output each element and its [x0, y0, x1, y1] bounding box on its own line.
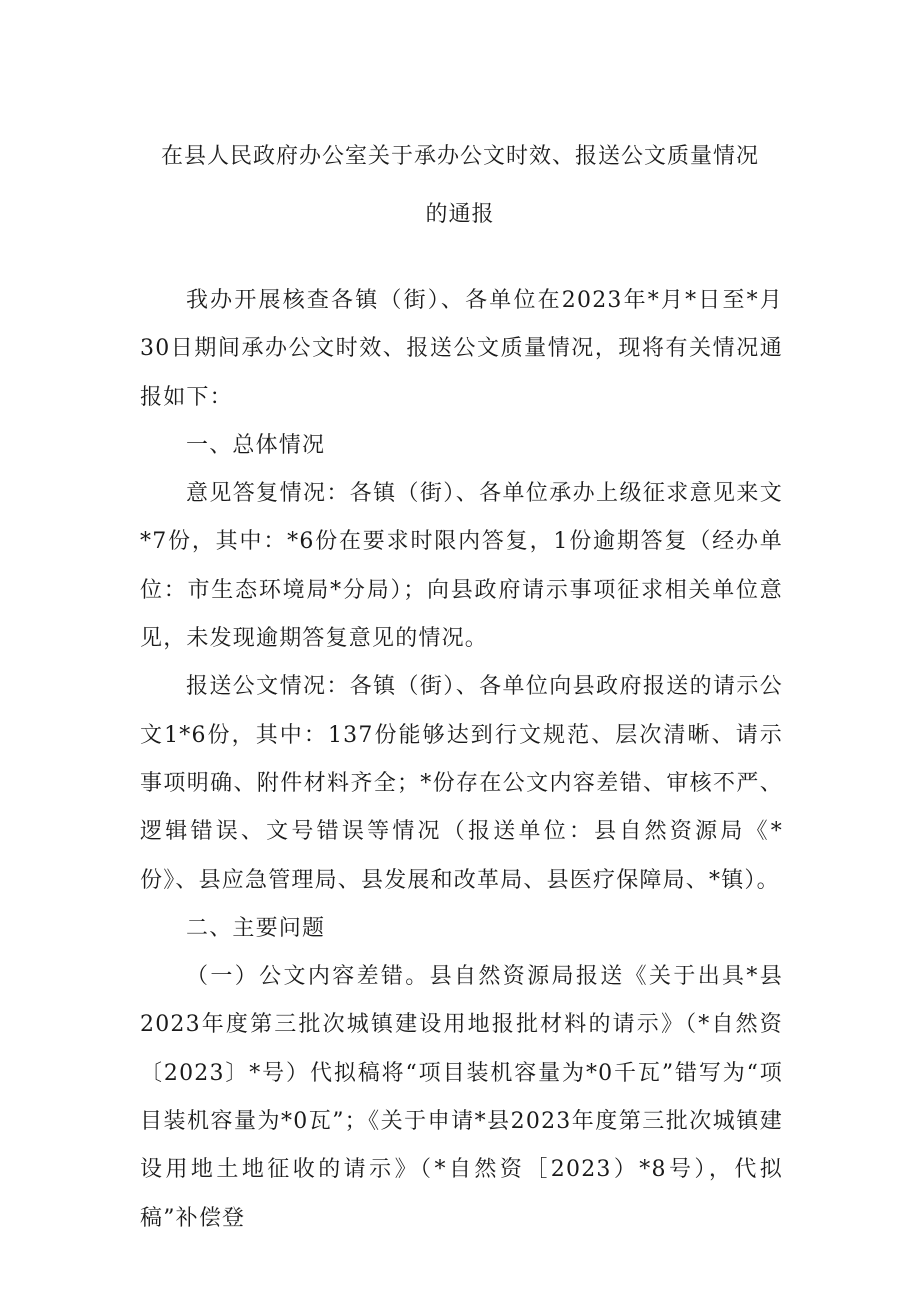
opinion-reply-paragraph: 意见答复情况：各镇（街）、各单位承办上级征求意见来文*7份，其中：*6份在要求时限内答复，1份逾期答复（经办单位：市生态环境局*分局）；向县政府请示事项征求相关单位意见，未发现逾期答复意见的情况。 [140, 481, 783, 652]
section-heading-main-issues: 二、主要问题 [186, 915, 326, 941]
document-body [140, 277, 783, 1243]
content-error-paragraph: （一）公文内容差错。县自然资源局报送《关于出具*县2023年度第三批次城镇建设用地报批材料的请示》（*自然资〔2023〕*号）代拟稿将“项目装机容量为*0千瓦”错写为“项目装机容量为*0瓦”；《关于申请*县2023年度第三批次城镇建设用地土地征收的请示》（*自然资［2023）*8号），代拟稿”补偿登 [140, 964, 783, 1231]
section-heading-overall: 一、总体情况 [186, 432, 326, 458]
document-title-line-1: 在县人民政府办公室关于承办公文时效、报送公文质量情况 [160, 144, 759, 169]
document-title-line-2: 的通报 [425, 202, 495, 227]
document-submission-paragraph: 报送公文情况：各镇（街）、各单位向县政府报送的请示公文1*6份，其中：137份能够达到行文规范、层次清晰、请示事项明确、附件材料齐全；*份存在公文内容差错、审核不严、逻辑错误、文号错误等情况（报送单位：县自然资源局《*份》、县应急管理局、县发展和改革局、县医疗保障局、*镇）。 [140, 674, 783, 893]
intro-paragraph: 我办开展核查各镇（街）、各单位在2023年*月*日至*月30日期间承办公文时效、报送公文质量情况，现将有关情况通报如下： [140, 288, 783, 410]
